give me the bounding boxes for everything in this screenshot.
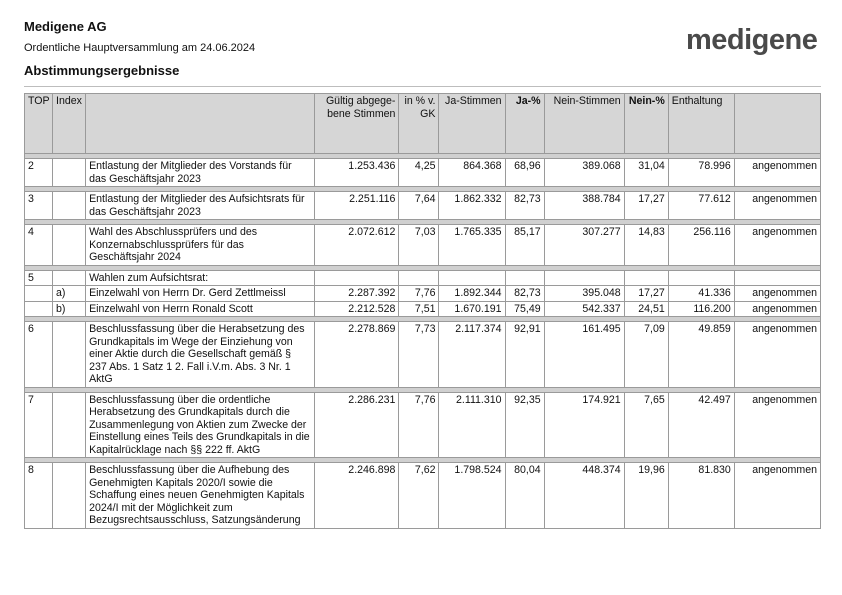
cell-abstain: 256.116 [668, 225, 734, 266]
cell-pct-capital [399, 270, 439, 286]
header-divider [24, 86, 821, 87]
cell-no-pct: 31,04 [624, 159, 668, 187]
cell-subject: Entlastung der Mitglieder des Aufsichtsrats für das Geschäftsjahr 2023 [86, 192, 315, 220]
cell-subject: Beschlussfassung über die Aufhebung des Genehmigten Kapitals 2020/I sowie die Schaffung eines neuen Genehmigten Kapitals 2024/I mit der Möglichkeit zum Bezugsrechtsausschluss, Satzungsänderung [86, 463, 315, 529]
cell-result: angenommen [734, 322, 820, 388]
cell-yes-pct: 85,17 [505, 225, 544, 266]
cell-no: 388.784 [544, 192, 624, 220]
cell-yes-pct: 92,91 [505, 322, 544, 388]
table-row [25, 270, 821, 286]
cell-index [53, 270, 86, 286]
cell-subject: Einzelwahl von Herrn Ronald Scott [86, 301, 315, 317]
cell-valid: 2.072.612 [315, 225, 399, 266]
company-name: Medigene AG [24, 19, 107, 34]
cell-subject: Wahl des Abschlussprüfers und des Konzernabschlussprüfers für das Geschäftsjahr 2024 [86, 225, 315, 266]
col-header-top: TOP [25, 94, 53, 154]
cell-valid: 2.287.392 [315, 286, 399, 302]
cell-top [25, 286, 53, 302]
cell-index [53, 463, 86, 529]
cell-valid: 2.212.528 [315, 301, 399, 317]
cell-yes-pct: 92,35 [505, 392, 544, 458]
col-header-no-pct: Nein-% [624, 94, 668, 154]
cell-yes: 864.368 [439, 159, 505, 187]
col-header-yes-votes: Ja-Stimmen [439, 94, 505, 154]
cell-result: angenommen [734, 463, 820, 529]
company-logo: medigene [686, 24, 818, 56]
cell-abstain: 41.336 [668, 286, 734, 302]
table-row [25, 286, 821, 302]
cell-no-pct: 19,96 [624, 463, 668, 529]
cell-yes-pct: 82,73 [505, 286, 544, 302]
table-row [25, 392, 821, 458]
cell-no: 395.048 [544, 286, 624, 302]
cell-top: 6 [25, 322, 53, 388]
cell-index [53, 159, 86, 187]
cell-pct-capital: 4,25 [399, 159, 439, 187]
col-header-subject [86, 94, 315, 154]
cell-index: a) [53, 286, 86, 302]
cell-abstain: 81.830 [668, 463, 734, 529]
cell-result: angenommen [734, 192, 820, 220]
cell-abstain [668, 270, 734, 286]
table-row [25, 322, 821, 388]
cell-index: b) [53, 301, 86, 317]
cell-yes [439, 270, 505, 286]
col-header-pct-capital: in % v. GK [399, 94, 439, 154]
cell-no-pct: 17,27 [624, 286, 668, 302]
cell-index [53, 192, 86, 220]
cell-result [734, 270, 820, 286]
cell-pct-capital: 7,51 [399, 301, 439, 317]
cell-top: 4 [25, 225, 53, 266]
cell-yes: 2.117.374 [439, 322, 505, 388]
cell-no: 542.337 [544, 301, 624, 317]
cell-top: 7 [25, 392, 53, 458]
cell-subject: Beschlussfassung über die ordentliche Herabsetzung des Grundkapitals durch die Zusammenlegung von Aktien zum Zwecke der Einstellung eines Teils des Grundkapitals in die Kapitalrücklage nach §§ 222 ff. AktG [86, 392, 315, 458]
table-row [25, 192, 821, 220]
cell-no-pct: 7,09 [624, 322, 668, 388]
cell-index [53, 392, 86, 458]
cell-valid: 2.278.869 [315, 322, 399, 388]
table-row [25, 225, 821, 266]
table-row [25, 301, 821, 317]
cell-yes: 1.862.332 [439, 192, 505, 220]
cell-no: 307.277 [544, 225, 624, 266]
cell-yes: 1.798.524 [439, 463, 505, 529]
cell-no-pct: 24,51 [624, 301, 668, 317]
cell-yes-pct: 82,73 [505, 192, 544, 220]
cell-valid: 2.286.231 [315, 392, 399, 458]
col-header-valid-votes: Gültig abgege-bene Stimmen [315, 94, 399, 154]
cell-yes: 1.892.344 [439, 286, 505, 302]
cell-yes: 1.670.191 [439, 301, 505, 317]
cell-top: 3 [25, 192, 53, 220]
table-row [25, 463, 821, 529]
cell-result: angenommen [734, 301, 820, 317]
cell-yes-pct: 75,49 [505, 301, 544, 317]
cell-no-pct [624, 270, 668, 286]
cell-no-pct: 14,83 [624, 225, 668, 266]
cell-pct-capital: 7,76 [399, 286, 439, 302]
cell-abstain: 78.996 [668, 159, 734, 187]
cell-no-pct: 7,65 [624, 392, 668, 458]
col-header-result [734, 94, 820, 154]
cell-no: 389.068 [544, 159, 624, 187]
cell-yes-pct: 68,96 [505, 159, 544, 187]
cell-pct-capital: 7,64 [399, 192, 439, 220]
cell-subject: Wahlen zum Aufsichtsrat: [86, 270, 315, 286]
table-row [25, 159, 821, 187]
cell-yes: 2.111.310 [439, 392, 505, 458]
cell-top: 2 [25, 159, 53, 187]
cell-result: angenommen [734, 225, 820, 266]
cell-subject: Beschlussfassung über die Herabsetzung des Grundkapitals im Wege der Einziehung von einer Aktie durch die Gesellschaft gemäß § 237 Abs. 1 Satz 1 2. Fall i.V.m. Abs. 3 Nr. 1 AktG [86, 322, 315, 388]
cell-pct-capital: 7,03 [399, 225, 439, 266]
cell-abstain: 116.200 [668, 301, 734, 317]
cell-top: 5 [25, 270, 53, 286]
cell-result: angenommen [734, 392, 820, 458]
table-header-row [25, 94, 821, 154]
cell-yes: 1.765.335 [439, 225, 505, 266]
cell-valid: 2.251.116 [315, 192, 399, 220]
cell-top: 8 [25, 463, 53, 529]
col-header-abstention: Enthaltung [668, 94, 734, 154]
col-header-index: Index [53, 94, 86, 154]
document-title: Abstimmungsergebnisse [24, 63, 180, 78]
cell-subject: Einzelwahl von Herrn Dr. Gerd Zettlmeissl [86, 286, 315, 302]
cell-valid [315, 270, 399, 286]
cell-index [53, 225, 86, 266]
cell-subject: Entlastung der Mitglieder des Vorstands für das Geschäftsjahr 2023 [86, 159, 315, 187]
cell-no-pct: 17,27 [624, 192, 668, 220]
cell-valid: 2.246.898 [315, 463, 399, 529]
cell-result: angenommen [734, 159, 820, 187]
cell-pct-capital: 7,76 [399, 392, 439, 458]
cell-pct-capital: 7,73 [399, 322, 439, 388]
col-header-no-votes: Nein-Stimmen [544, 94, 624, 154]
cell-pct-capital: 7,62 [399, 463, 439, 529]
cell-no: 448.374 [544, 463, 624, 529]
cell-no [544, 270, 624, 286]
col-header-yes-pct: Ja-% [505, 94, 544, 154]
meeting-subtitle: Ordentliche Hauptversammlung am 24.06.2024 [24, 42, 256, 54]
cell-top [25, 301, 53, 317]
cell-abstain: 42.497 [668, 392, 734, 458]
cell-yes-pct: 80,04 [505, 463, 544, 529]
cell-no: 161.495 [544, 322, 624, 388]
cell-no: 174.921 [544, 392, 624, 458]
voting-results-table [24, 93, 821, 529]
cell-result: angenommen [734, 286, 820, 302]
cell-yes-pct [505, 270, 544, 286]
cell-index [53, 322, 86, 388]
cell-abstain: 49.859 [668, 322, 734, 388]
cell-abstain: 77.612 [668, 192, 734, 220]
cell-valid: 1.253.436 [315, 159, 399, 187]
